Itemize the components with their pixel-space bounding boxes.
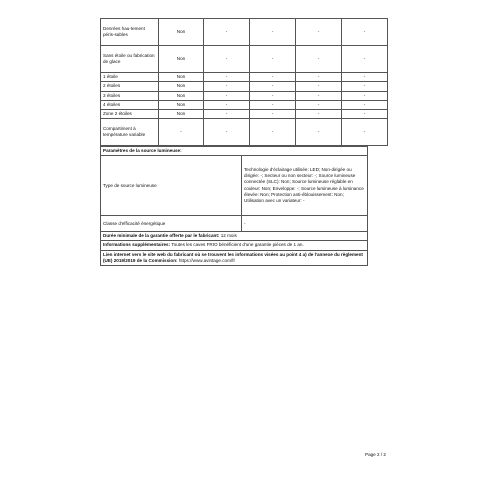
- row-value: -: [296, 100, 342, 109]
- row-value: -: [250, 73, 296, 82]
- row-value: -: [204, 19, 250, 46]
- row-value: -: [342, 19, 388, 46]
- light-source-type-row: [101, 156, 368, 216]
- compartment-table: [100, 18, 388, 146]
- row-value: Non: [159, 91, 204, 100]
- table-row: [101, 73, 388, 82]
- row-label: Zone 2 étoiles: [101, 110, 159, 119]
- row-value: -: [250, 100, 296, 109]
- warranty-row: [101, 232, 368, 241]
- row-value: -: [296, 91, 342, 100]
- energy-class-value: -: [242, 216, 368, 232]
- row-label: Sans étoile ou fabrication de glace: [101, 46, 159, 73]
- table-row: [101, 110, 388, 119]
- row-label: 2 étoiles: [101, 82, 159, 91]
- table-row: [101, 46, 388, 73]
- row-value: -: [296, 119, 342, 146]
- row-value: Non: [159, 110, 204, 119]
- row-label: 1 étoile: [101, 73, 159, 82]
- row-value: Non: [159, 100, 204, 109]
- row-label: 3 étoiles: [101, 91, 159, 100]
- row-value: -: [204, 110, 250, 119]
- row-value: -: [250, 19, 296, 46]
- energy-class-row: [101, 216, 368, 232]
- additional-info-row: [101, 241, 368, 250]
- table-row: [101, 91, 388, 100]
- row-value: -: [296, 110, 342, 119]
- row-value: Non: [159, 46, 204, 73]
- row-value: -: [250, 91, 296, 100]
- row-value: -: [204, 73, 250, 82]
- row-value: -: [342, 82, 388, 91]
- manufacturer-link[interactable]: https://www.avintage.com/fr: [178, 258, 236, 264]
- row-value: -: [204, 119, 250, 146]
- row-value: Non: [159, 82, 204, 91]
- manufacturer-link-row: [101, 250, 368, 266]
- row-value: -: [204, 82, 250, 91]
- row-value: -: [296, 82, 342, 91]
- table-row: [101, 119, 388, 146]
- table-row: [101, 82, 388, 91]
- row-value: -: [250, 82, 296, 91]
- row-value: -: [250, 46, 296, 73]
- document-page: [100, 18, 367, 266]
- row-value: -: [342, 73, 388, 82]
- row-value: -: [204, 91, 250, 100]
- row-value: -: [296, 46, 342, 73]
- warranty-value: 12 mois: [220, 233, 237, 239]
- energy-class-label: Classe d'efficacité énergétique: [101, 216, 242, 232]
- row-value: -: [159, 119, 204, 146]
- row-value: -: [342, 100, 388, 109]
- light-source-type-label: Type de source lumineuse: [101, 156, 242, 216]
- row-value: -: [342, 46, 388, 73]
- light-source-type-value: Technologie d'éclairage utilisée: LED; Non-dirigée ou dirigée: -; Secteur ou non secteur: -; Source lumineuse connectée (SLC): Non; Source lumineuse réglable en couleur: Non; Enveloppe: -; Source lumineuse à luminance élevée: Non; Protection anti-éblouissement: Non; Utilisation avec un variateur: -: [242, 156, 368, 216]
- table-row: [101, 19, 388, 46]
- row-value: -: [342, 119, 388, 146]
- additional-info-value: Toutes les caves FRIO bénéficient d'une garantie pièces de 1 an.: [171, 242, 304, 248]
- row-label: 4 étoiles: [101, 100, 159, 109]
- row-label: Compartiment à température variable: [101, 119, 159, 146]
- row-value: -: [204, 100, 250, 109]
- row-value: -: [342, 110, 388, 119]
- info-table: [100, 146, 368, 266]
- row-value: -: [204, 46, 250, 73]
- row-value: -: [250, 119, 296, 146]
- row-value: -: [250, 110, 296, 119]
- page-number: Page 2 / 2: [365, 452, 386, 457]
- row-value: -: [296, 19, 342, 46]
- warranty-label: Durée minimale de la garantie offerte par le fabricant:: [103, 233, 220, 239]
- row-value: -: [342, 91, 388, 100]
- light-source-heading: Paramètres de la source lumineuse:: [101, 146, 368, 155]
- row-value: Non: [159, 73, 204, 82]
- additional-info-label: Informations supplémentaires:: [103, 242, 171, 248]
- light-source-heading-row: [101, 146, 368, 155]
- table-row: [101, 100, 388, 109]
- row-value: -: [296, 73, 342, 82]
- row-value: Non: [159, 19, 204, 46]
- row-label: Denrées hau-tement péris-sables: [101, 19, 159, 46]
- manufacturer-link-label: Lien internet vers le site web du fabricant où se trouvent les informations visées au point 4 a) de l'annexe du règlement (UE) 2019/2019 de la Commission:: [103, 251, 363, 264]
